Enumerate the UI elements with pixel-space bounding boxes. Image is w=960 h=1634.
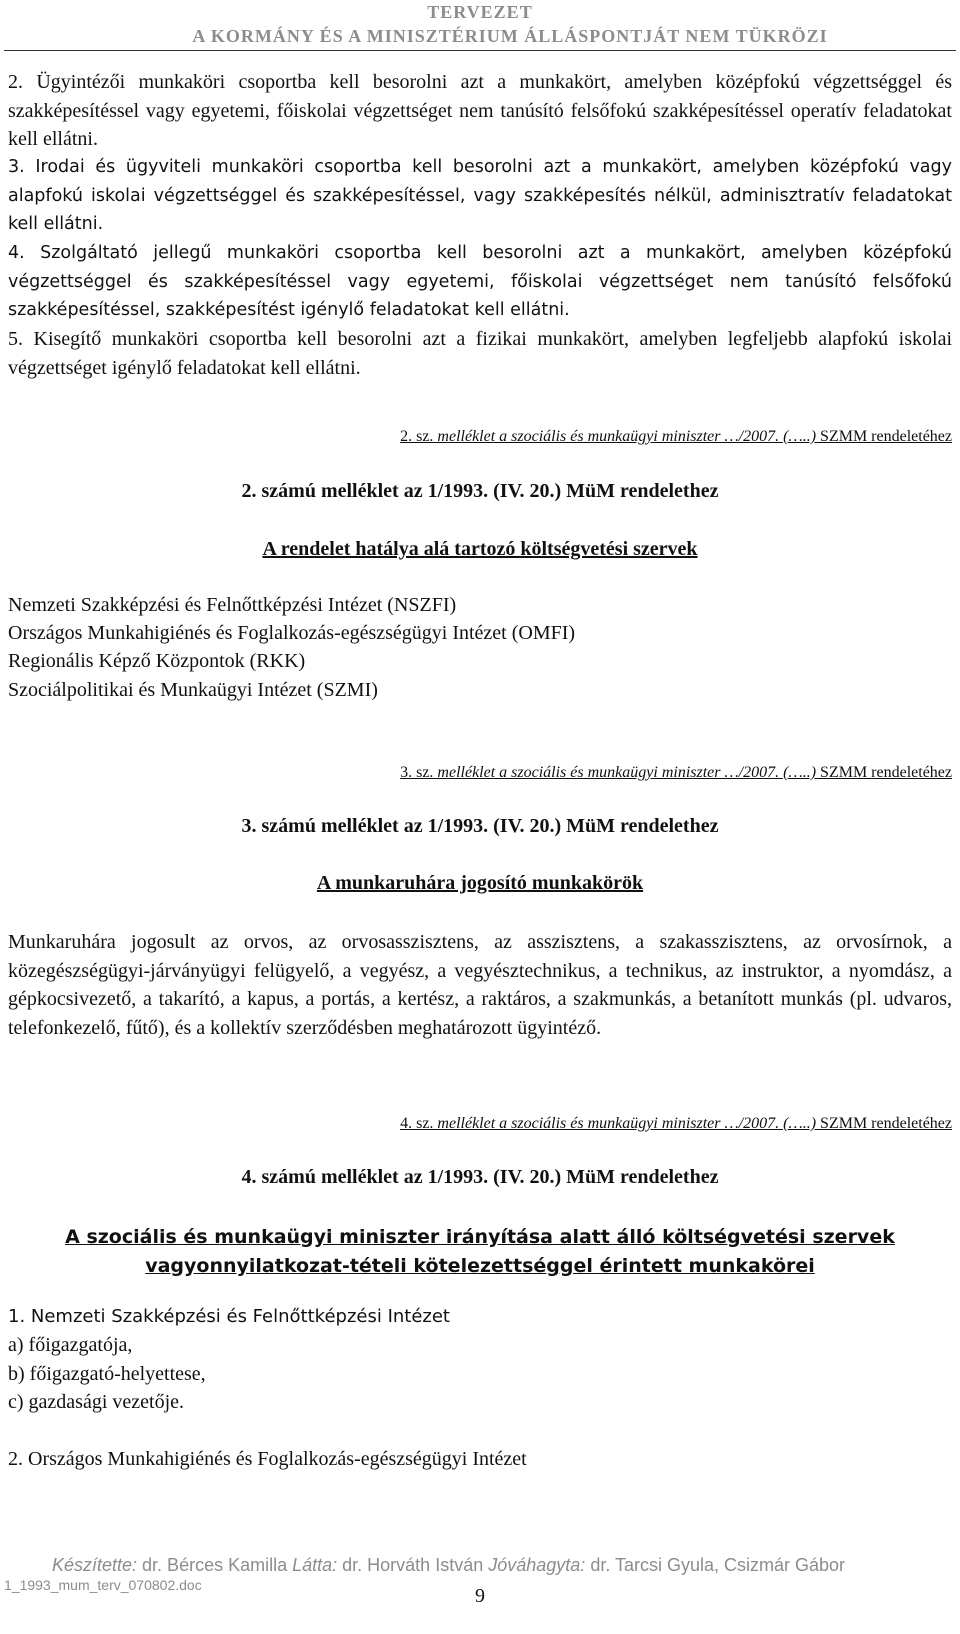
annex-4-subtitle-line2: vagyonnyilatkozat-tételi kötelezettséggel érintett munkakörei [145, 1255, 815, 1277]
annex-2-item: Nemzeti Szakképzési és Felnőttképzési Intézet (NSZFI) [8, 594, 457, 616]
footer-filename: 1_1993_mum_terv_070802.doc [4, 1577, 202, 1593]
annex-2-item: Regionális Képző Központok (RKK) [8, 650, 306, 672]
annex-4-item-2: 2. Országos Munkahigiénés és Foglalkozás-egészségügyi Intézet [8, 1448, 527, 1470]
annex-2-item: Szociálpolitikai és Munkaügyi Intézet (SZMI) [8, 679, 378, 701]
draft-header [0, 0, 960, 48]
annex-4-list-item: b) főigazgató-helyettese, [8, 1363, 206, 1385]
annex-4-list-item: a) főigazgatója, [8, 1334, 133, 1356]
annex-3-subtitle: A munkaruhára jogosító munkakörök [316, 872, 644, 894]
annex-3-reference: 3. sz. melléklet a szociális és munkaügyi miniszter …/2007. (…..) SZMM rendeletéhez [400, 764, 952, 781]
paragraph-5: 5. Kisegítő munkaköri csoportba kell besorolni azt a fizikai munkakört, amelyben legfeljebb alapfokú iskolai végzettséget igénylő feladatokat kell ellátni. [8, 328, 952, 379]
annex-3-title: 3. számú melléklet az 1/1993. (IV. 20.) MüM rendelethez [241, 815, 719, 837]
annex-4-subtitle-line1: A szociális és munkaügyi miniszter irányítása alatt álló költségvetési szervek [65, 1226, 895, 1248]
annex-4-title: 4. számú melléklet az 1/1993. (IV. 20.) MüM rendelethez [241, 1166, 719, 1188]
footer-credits: Készítette: dr. Bérces Kamilla Látta: dr. Horváth István Jóváhagyta: dr. Tarcsi Gyula, Csizmár Gábor [52, 1555, 846, 1575]
paragraph-2: 2. Ügyintézői munkaköri csoportba kell besorolni azt a munkakört, amelyben középfokú végzettséggel és szakképesítéssel vagy egyetemi, főiskolai végzettséget nem tanúsító felsőfokú szakképesítéssel operatív feladatokat kell ellátni. [8, 71, 952, 150]
header-divider [4, 50, 956, 51]
annex-4-reference: 4. sz. melléklet a szociális és munkaügyi miniszter …/2007. (…..) SZMM rendeletéhez [400, 1115, 952, 1132]
annex-2-title: 2. számú melléklet az 1/1993. (IV. 20.) MüM rendelethez [241, 480, 719, 502]
annex-3-body: Munkaruhára jogosult az orvos, az orvosasszisztens, az asszisztens, a szakasszisztens, az orvosírnok, a közegészségügyi-járványügyi felügyelő, a vegyész, a vegyésztechnikus, a technikus, az instruktor, a nyomdász, a gépkocsivezető, a takarító, a kapus, a portás, a kertész, a raktáros, a szakmunkás, a betanított munkás (pl. udvaros, telefonkezelő, fűtő), és a kollektív szerződésben meghatározott ügyintéző. [8, 931, 952, 1039]
annex-2-item: Országos Munkahigiénés és Foglalkozás-egészségügyi Intézet (OMFI) [8, 622, 576, 644]
paragraph-3: 3. Irodai és ügyviteli munkaköri csoportba kell besorolni azt a munkakört, amelyben középfokú vagy alapfokú iskolai végzettséggel és szakképesítéssel, vagy szakképesítés nélkül, adminisztratív feladatokat kell ellátni. [8, 157, 952, 234]
annex-2-subtitle: A rendelet hatálya alá tartozó költségvetési szervek [262, 538, 698, 560]
disclaimer: A KORMÁNY ÉS A MINISZTÉRIUM ÁLLÁSPONTJÁT NEM TÜKRÖZI [192, 26, 828, 46]
annex-4-list-item: 1. Nemzeti Szakképzési és Felnőttképzési Intézet [8, 1306, 450, 1327]
annex-4-list-item: c) gazdasági vezetője. [8, 1391, 185, 1413]
page-number: 9 [475, 1585, 485, 1607]
draft-label: TERVEZET [427, 2, 533, 22]
annex-2-reference: 2. sz. melléklet a szociális és munkaügyi miniszter …/2007. (…..) SZMM rendeletéhez [400, 428, 952, 445]
paragraph-4: 4. Szolgáltató jellegű munkaköri csoportba kell besorolni azt a munkakört, amelyben középfokú végzettséggel és szakképesítéssel vagy egyetemi, főiskolai végzettséget nem tanúsító felsőfokú szakképesítéssel, szakképesítést igénylő feladatokat kell ellátni. [8, 243, 952, 320]
